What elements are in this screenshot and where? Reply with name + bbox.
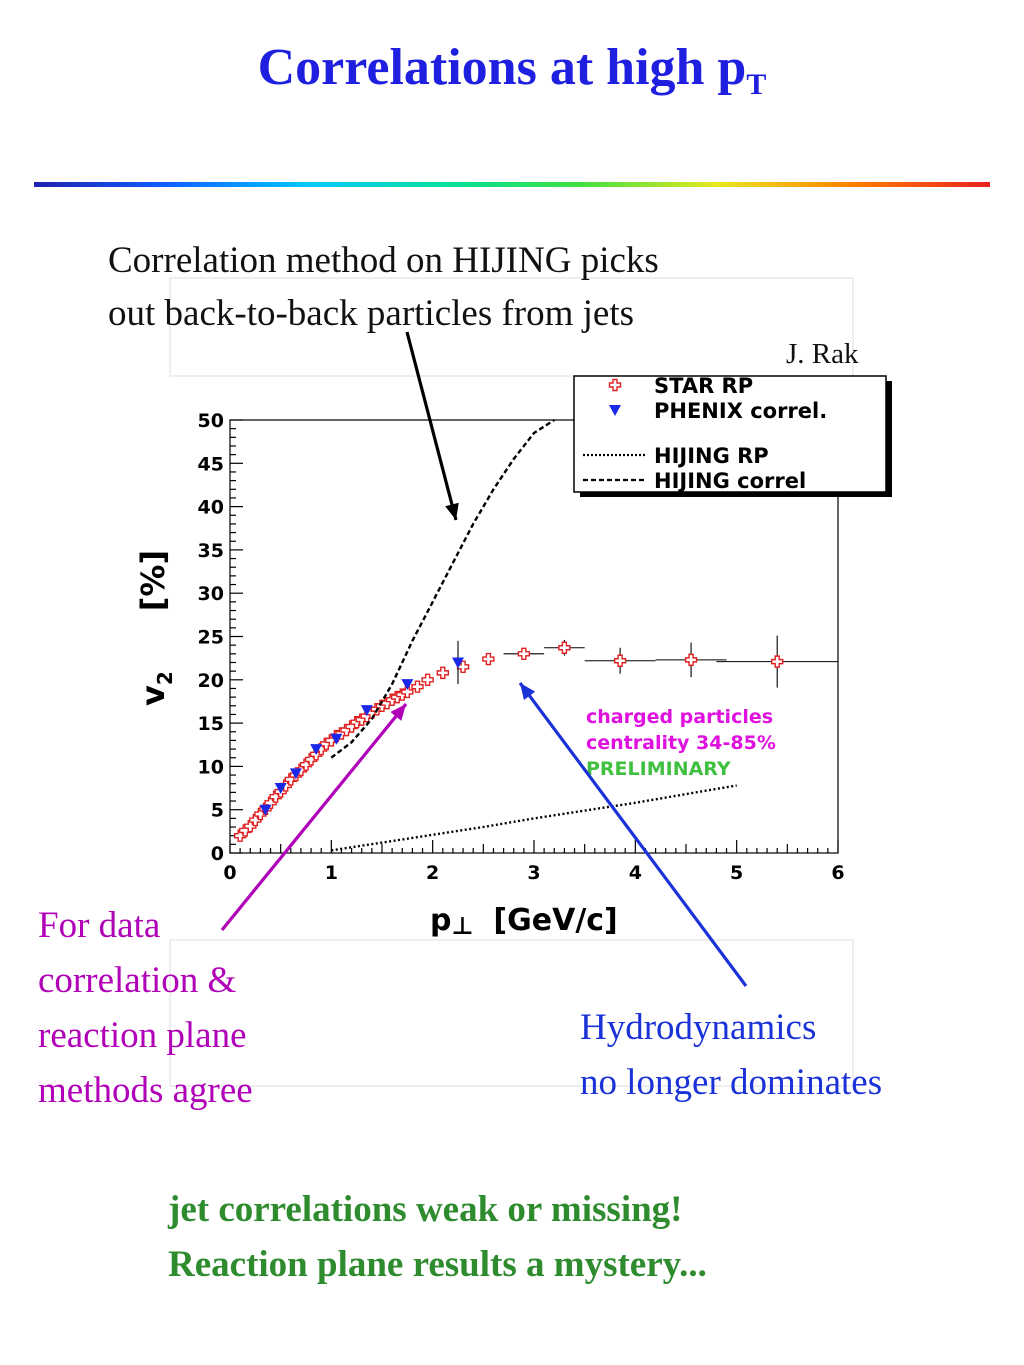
y-tick-label: 20 — [197, 669, 224, 692]
note-hijing-line-1: Correlation method on HIJING picks — [108, 240, 659, 281]
y-tick-label: 10 — [197, 756, 224, 779]
arrow-to-hijing — [407, 332, 459, 520]
y-tick-label: 30 — [197, 583, 224, 606]
plot-annotations — [586, 706, 776, 780]
data-point — [686, 654, 697, 665]
note-data-line-4: methods agree — [38, 1070, 253, 1111]
legend-label: HIJING correl — [654, 469, 807, 493]
data-point — [615, 655, 626, 666]
data-point — [483, 654, 494, 665]
annotation-text: charged particles — [586, 706, 774, 728]
title-subscript: T — [746, 68, 767, 101]
data-point — [559, 642, 570, 653]
y-tick-label: 5 — [210, 799, 224, 822]
annotation-text: centrality 34-85% — [586, 732, 776, 754]
y-tick-label: 0 — [210, 843, 224, 865]
note-hijing — [108, 234, 659, 340]
y-tick-label: 40 — [197, 496, 224, 519]
arrow-to-data — [222, 704, 406, 930]
y-tick-label: 50 — [197, 410, 224, 432]
data-point — [518, 648, 529, 659]
data-point — [412, 681, 423, 692]
y-tick-label: 25 — [197, 626, 224, 649]
x-tick-label: 5 — [730, 862, 744, 884]
y-axis — [198, 410, 243, 865]
data-point — [772, 656, 783, 667]
x-tick-label: 3 — [527, 862, 541, 884]
x-tick-label: 0 — [223, 862, 237, 884]
conclusion — [168, 1182, 707, 1292]
legend — [574, 374, 892, 497]
arrow-to-saturation — [520, 683, 746, 986]
conclusion-line-1: jet correlations weak or missing! — [168, 1189, 683, 1230]
note-data-line-3: reaction plane — [38, 1015, 247, 1056]
author-credit: J. Rak — [786, 338, 859, 370]
y-tick-label: 15 — [197, 713, 224, 736]
arrow-shaft — [520, 683, 746, 986]
arrow-head — [520, 683, 535, 700]
x-axis-title: p⊥ [GeV/c] — [430, 903, 618, 940]
data-point — [437, 667, 448, 678]
x-tick-label: 6 — [831, 862, 845, 884]
note-hydro-line-1: Hydrodynamics — [580, 1007, 817, 1048]
note-hydro-line-2: no longer dominates — [580, 1062, 883, 1103]
data-point — [422, 674, 433, 685]
x-tick-label: 1 — [324, 862, 338, 884]
note-data-agree — [38, 898, 253, 1118]
x-tick-label: 4 — [628, 862, 642, 884]
series-phenix-correl — [259, 641, 464, 816]
y-tick-label: 45 — [197, 453, 224, 476]
x-axis — [223, 840, 844, 884]
note-hijing-line-2: out back-to-back particles from jets — [108, 293, 635, 334]
title-text: Correlations at high p — [257, 39, 747, 96]
y-tick-label: 35 — [197, 539, 224, 562]
x-tick-label: 2 — [426, 862, 440, 884]
legend-label: STAR RP — [654, 374, 754, 398]
conclusion-line-2: Reaction plane results a mystery... — [168, 1244, 707, 1285]
note-data-line-2: correlation & — [38, 960, 237, 1001]
legend-label: HIJING RP — [654, 444, 769, 468]
arrow-shaft — [222, 704, 406, 930]
arrow-shaft — [407, 332, 456, 520]
note-hydro — [580, 1000, 882, 1110]
annotation-text: PRELIMINARY — [586, 758, 731, 780]
y-axis-title: $v_2[\%]$ — [134, 549, 177, 706]
note-data-line-1: For data — [38, 905, 161, 946]
legend-label: PHENIX correl. — [654, 399, 828, 423]
